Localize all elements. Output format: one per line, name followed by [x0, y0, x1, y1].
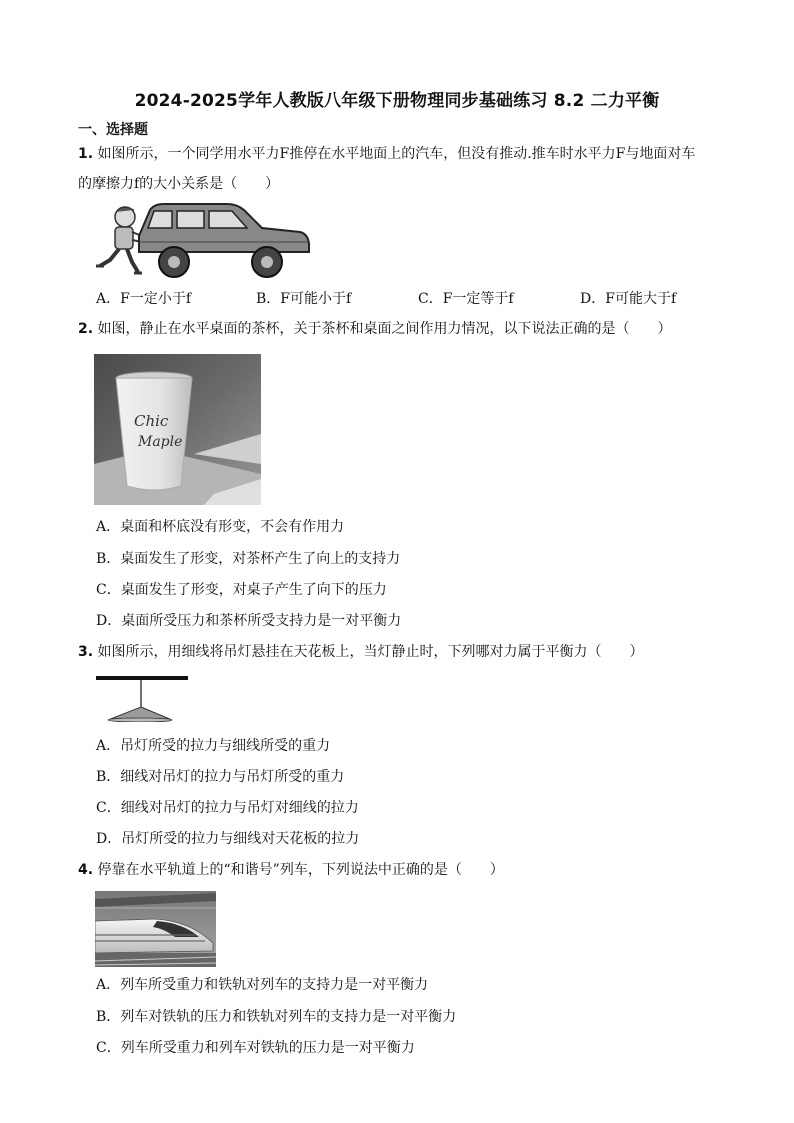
- option-a: A．列车所受重力和铁轨对列车的支持力是一对平衡力: [96, 977, 429, 993]
- section-heading: 一、选择题: [78, 122, 148, 138]
- question-2: [78, 314, 748, 344]
- option-d: D．吊灯所受的拉力与细线对天花板的拉力: [96, 831, 360, 847]
- option-d: D．桌面所受压力和茶杯所受支持力是一对平衡力: [96, 613, 402, 629]
- question-number: 2.: [78, 321, 94, 337]
- option-c: C．桌面发生了形变，对桌子产生了向下的压力: [96, 582, 387, 598]
- question-stem: 如图，静止在水平桌面的茶杯，关于茶杯和桌面之间作用力情况，以下说法正确的是（ ）: [97, 321, 672, 337]
- question-4: [78, 855, 748, 885]
- question-number: 4.: [78, 862, 94, 878]
- cup-text-line1: Chic: [134, 412, 169, 430]
- option-b: B．桌面发生了形变，对茶杯产生了向上的支持力: [96, 551, 401, 567]
- question-stem: 如图所示，一个同学用水平力F推停在水平地面上的汽车，但没有推动.推车时水平力F与地面对车: [97, 146, 696, 162]
- ceiling-bar: [96, 676, 188, 680]
- page-title: 2024-2025学年人教版八年级下册物理同步基础练习 8.2 二力平衡: [134, 91, 660, 111]
- car-figure: [139, 204, 309, 277]
- train-photo: [95, 891, 216, 967]
- question-stem: 如图所示，用细线将吊灯悬挂在天花板上，当灯静止时，下列哪对力属于平衡力（ ）: [97, 644, 644, 660]
- question-number: 1.: [78, 146, 94, 162]
- car-push-illustration: [92, 200, 314, 280]
- option-a: A．F一定小于f: [96, 291, 192, 307]
- option-b: B．列车对铁轨的压力和铁轨对列车的支持力是一对平衡力: [96, 1009, 457, 1025]
- question-number: 3.: [78, 644, 94, 660]
- option-c: C．细线对吊灯的拉力与吊灯对细线的拉力: [96, 800, 359, 816]
- option-c: C．F一定等于f: [418, 291, 514, 307]
- option-c: C．列车所受重力和列车对铁轨的压力是一对平衡力: [96, 1040, 415, 1056]
- question-stem: 停靠在水平轨道上的“和谐号”列车，下列说法中正确的是（ ）: [97, 862, 504, 878]
- option-a: A．吊灯所受的拉力与细线所受的重力: [96, 738, 331, 754]
- option-b: B．F可能小于f: [256, 291, 352, 307]
- person-figure: [96, 207, 142, 273]
- question-1: [78, 139, 748, 199]
- option-b: B．细线对吊灯的拉力与吊灯所受的重力: [96, 769, 345, 785]
- question-3: [78, 637, 748, 667]
- hanging-lamp-diagram: [94, 674, 190, 722]
- option-a: A．桌面和杯底没有形变，不会有作用力: [96, 519, 345, 535]
- cup-text-line2: Maple: [138, 434, 183, 450]
- tea-cup-photo: [94, 354, 261, 505]
- question-stem-cont: 的摩擦力f的大小关系是（ ）: [78, 176, 280, 192]
- option-d: D．F可能大于f: [580, 291, 677, 307]
